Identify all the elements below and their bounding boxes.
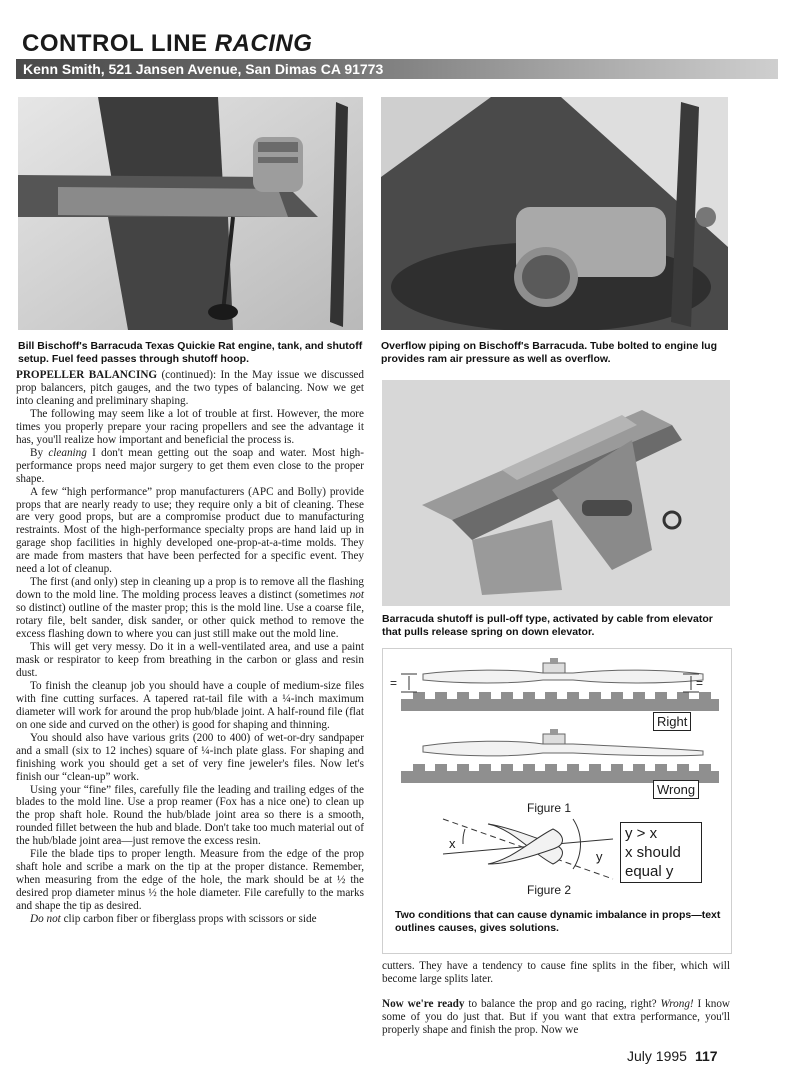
paragraph: The following may seem like a lot of trouble at first. However, the more times you properly prepare your racing propellers and see the advantage it has, you'll realize how important and beneficial the process is.	[16, 407, 364, 446]
figure-2-label: Figure 2	[527, 883, 572, 897]
paragraph: Now we're ready to balance the prop and go racing, right? Wrong! I know some of you do just that. But if you want that extra performance, you'll properly shape and finish the prop. Now we	[382, 997, 730, 1036]
article-right-column	[382, 960, 730, 1037]
paragraph: cutters. They have a tendency to cause fine splits in the fiber, which will become large splits later.	[382, 960, 730, 985]
paragraph: The first (and only) step in cleaning up a prop is to remove all the flashing down to the mold line. The molding process leaves a distinct (sometimes not so distinct) outline of the master prop; this is the mold line. Use a coarse file, rotary file, belt sander, disk sander, or other quick method to remove the excess flashing down to where you can just still make out the mold line.	[16, 576, 364, 641]
paragraph: Using your “fine” files, carefully file the leading and trailing edges of the blades to the mold line. Use a prop reamer (Fox has a nice one) to clean up the prop shaft hole. Round the hub/blade joint area so there is a smooth, rounded fillet between the hub and blade. Don't take too much material out of the hub/blade joint area—just remove the excess resin.	[16, 783, 364, 848]
condition-box	[620, 822, 702, 883]
condition-line-2: x should	[625, 844, 681, 861]
y-label: y	[596, 849, 603, 864]
photo-shutoff	[382, 380, 730, 606]
right-tag: Right	[653, 712, 691, 731]
author-line: Kenn Smith, 521 Jansen Avenue, San Dimas CA 91773	[23, 61, 384, 77]
paragraph: You should also have various grits (200 to 400) of wet-or-dry sandpaper and a small (six to 12 inches) square of ¼-inch plate glass. For shaping and finishing work you should get a set of very fine jeweler's files. Now let's finish our “clean-up” work.	[16, 731, 364, 783]
paragraph: Do not clip carbon fiber or fiberglass props with scissors or side	[30, 913, 317, 926]
paragraph: PROPELLER BALANCING (continued): In the May issue we discussed prop balancers, pitch gauges, and the two types of balancing. Now we get into cleaning and preliminary shaping.	[16, 369, 364, 407]
caption-photo-3: Barracuda shutoff is pull-off type, activated by cable from elevator that pulls release spring on down elevator.	[382, 613, 713, 638]
condition-line-3: equal y	[625, 863, 674, 880]
condition-line-1: y > x	[625, 825, 658, 842]
eq-mark-right: =	[696, 676, 704, 690]
figure-box	[382, 648, 732, 954]
caption-photo-2: Overflow piping on Bischoff's Barracuda. Tube bolted to engine lug provides ram air pressure as well as overflow.	[381, 340, 717, 365]
paragraph: File the blade tips to proper length. Measure from the edge of the prop shaft hole and scribe a mark on the tip at the proper distance. Remember, when measuring from the edge of the hole, the mark should be at ½ the desired prop diameter minus ½ the hole diameter. File carefully to the marks and shape the tip as desired.	[16, 848, 364, 913]
paragraph: By cleaning I don't mean getting out the soap and water. Most high-performance props need major surgery to get them even close to the proper shape.	[16, 446, 364, 485]
caption-figure: Two conditions that can cause dynamic imbalance in props—text outlines causes, gives solutions.	[395, 909, 721, 934]
x-label: x	[449, 836, 456, 851]
issue-date: July 1995	[627, 1048, 687, 1064]
paragraph: A few “high performance” prop manufacturers (APC and Bolly) provide props that are nearly ready to use; they require only a bit of cleaning. These are very good props, but are a compromise product due to manufacturing restraints. Most of the high-performance specialty props are hand laid up in garage shop facilities in highly developed one-prop-at-a-time molds. They are made from masters that have been perfected for a specific event. They need a lot of cleanup.	[16, 485, 364, 576]
page-footer	[627, 1048, 718, 1064]
photo-engine-tank	[18, 97, 363, 330]
paragraph: To finish the cleanup job you should have a couple of medium-size files with fine cutting surfaces. A tapered rat-tail file with a ¼-inch maximum diameter will work for around the prop hub/blade joint. A half-round file (flat on one side and curved on the other) is good for shaping and thinning.	[16, 679, 364, 731]
figure-1-label: Figure 1	[527, 801, 572, 815]
article-left-column	[16, 369, 364, 926]
wrong-tag: Wrong	[653, 780, 699, 799]
photo-overflow-piping	[381, 97, 728, 330]
paragraph: This will get very messy. Do it in a well-ventilated area, and use a paint mask or respirator to keep from breathing in the carbon or glass and resin dust.	[16, 641, 364, 679]
author-bar	[16, 59, 778, 79]
caption-photo-1: Bill Bischoff's Barracuda Texas Quickie Rat engine, tank, and shutoff setup. Fuel feed passes through shutoff hoop.	[18, 340, 363, 365]
eq-mark-left: =	[390, 676, 398, 690]
page-title: CONTROL LINE RACING	[22, 30, 313, 57]
page-number: 117	[694, 1048, 718, 1064]
